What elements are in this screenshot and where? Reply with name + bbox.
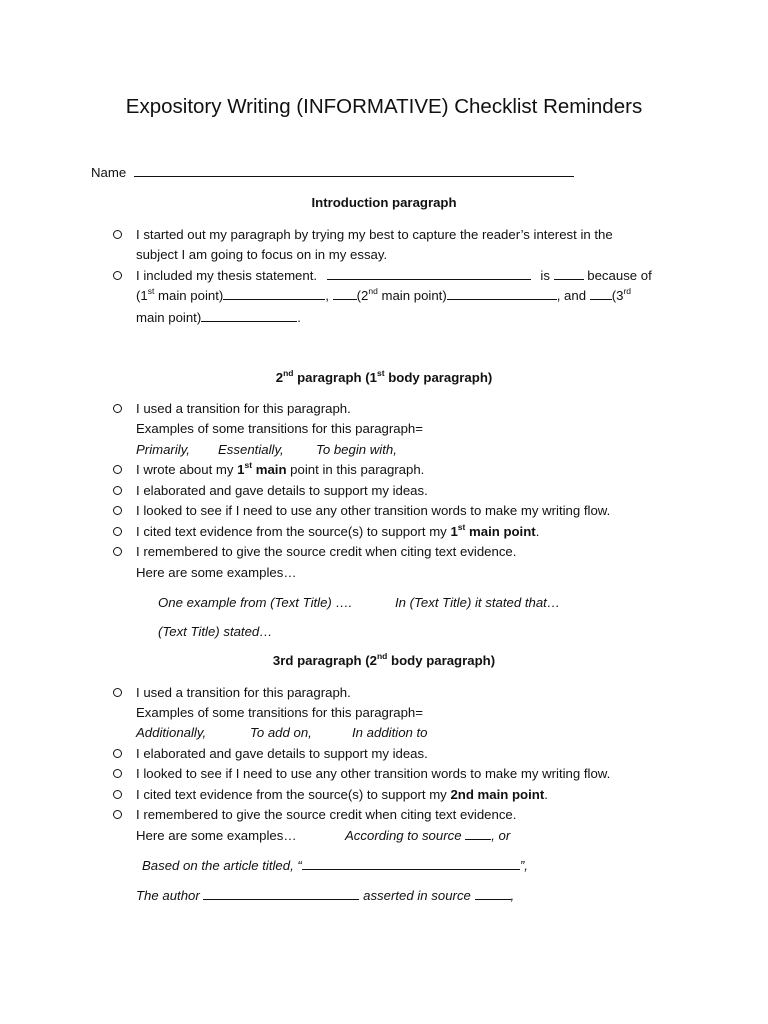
text: The author <box>136 888 204 903</box>
checkbox-bullet[interactable] <box>113 749 122 758</box>
text: 3rd paragraph (2 <box>272 653 377 668</box>
point1-blank[interactable] <box>223 287 325 300</box>
intro-heading: Introduction paragraph <box>311 195 457 210</box>
text: 1 <box>237 462 245 477</box>
text: , and <box>556 288 590 303</box>
text: . <box>535 524 540 539</box>
text: nd <box>376 650 388 661</box>
text: nd <box>368 285 378 296</box>
text: (3 <box>611 288 624 303</box>
text: body paragraph) <box>387 653 496 668</box>
text: rd <box>623 285 632 296</box>
text: main <box>255 462 287 477</box>
p2-item6: I remembered to give the source credit when citing text evidence. <box>136 544 517 559</box>
p2-item5 <box>136 523 539 541</box>
p2-transition-2: Essentially, <box>218 442 284 457</box>
text: st <box>244 459 253 470</box>
text: asserted in source <box>359 888 475 903</box>
text: , <box>325 288 333 303</box>
p2-heading <box>0 369 768 387</box>
p3-item5: I remembered to give the source credit when citing text evidence. <box>136 807 517 822</box>
p3-author <box>136 887 514 905</box>
text: st <box>147 285 155 296</box>
p2-example-3: (Text Title) stated… <box>158 624 273 639</box>
intro-item2-line3 <box>136 309 301 327</box>
text: , or <box>491 828 511 843</box>
p2-item4: I looked to see if I need to use any other transition words to make my writing flow. <box>136 503 611 518</box>
p3-transition-2: To add on, <box>250 725 312 740</box>
text: point in this paragraph. <box>286 462 425 477</box>
text: , <box>510 888 515 903</box>
p3-item1: I used a transition for this paragraph. <box>136 685 351 700</box>
p3-heading <box>0 652 768 670</box>
text: I wrote about my <box>136 462 238 477</box>
thesis-blank[interactable] <box>327 267 531 280</box>
point3-blank[interactable] <box>201 309 297 322</box>
p2-example-1: One example from (Text Title) …. <box>158 595 353 610</box>
text: 2nd main point <box>450 787 545 802</box>
text: ”, <box>519 858 528 873</box>
checkbox-bullet[interactable] <box>113 810 122 819</box>
page-title: Expository Writing (INFORMATIVE) Checklist Reminders <box>125 95 643 118</box>
text: st <box>457 521 466 532</box>
checkbox-bullet[interactable] <box>113 506 122 515</box>
p2-examples: Examples of some transitions for this paragraph= <box>136 421 423 436</box>
intro-item2-line1 <box>136 267 652 285</box>
text: main point) <box>158 288 224 303</box>
checkbox-bullet[interactable] <box>113 486 122 495</box>
is-label: is <box>540 268 550 283</box>
p3-item2: I elaborated and gave details to support my ideas. <box>136 746 428 761</box>
text: main point <box>465 524 536 539</box>
p2-transition-3: To begin with, <box>316 442 397 457</box>
text: st <box>377 367 385 378</box>
article-title-blank[interactable] <box>302 857 520 870</box>
p3-item4 <box>136 786 548 804</box>
checkbox-bullet[interactable] <box>113 790 122 799</box>
checkbox-bullet[interactable] <box>113 688 122 697</box>
p2-here: Here are some examples… <box>136 565 297 580</box>
checkbox-bullet[interactable] <box>113 547 122 556</box>
blank[interactable] <box>590 287 612 300</box>
source-number-blank[interactable] <box>475 887 511 900</box>
text: . <box>297 310 301 325</box>
intro-item1-line1: I started out my paragraph by trying my best to capture the reader’s interest in the <box>136 227 613 242</box>
name-blank[interactable] <box>134 164 574 177</box>
p2-example-2: In (Text Title) it stated that… <box>395 595 561 610</box>
intro-item2-line2 <box>136 287 631 305</box>
text: I cited text evidence from the source(s) to support my <box>136 524 451 539</box>
p3-according <box>345 827 510 845</box>
source-blank[interactable] <box>465 827 491 840</box>
text: (2 <box>356 288 369 303</box>
p2-item2 <box>136 461 424 479</box>
checkbox-bullet[interactable] <box>113 404 122 413</box>
text: nd <box>283 367 294 378</box>
p2-item1: I used a transition for this paragraph. <box>136 401 351 416</box>
text: Based on the article titled, “ <box>142 858 302 873</box>
is-blank[interactable] <box>554 267 584 280</box>
p3-transition-1: Additionally, <box>136 725 207 740</box>
text: main point) <box>381 288 447 303</box>
p2-item3: I elaborated and gave details to support my ideas. <box>136 483 428 498</box>
text: According to source <box>345 828 466 843</box>
text: main point) <box>136 310 202 325</box>
name-label: Name <box>91 165 127 180</box>
text: (1 <box>136 288 148 303</box>
p3-here: Here are some examples… <box>136 828 297 843</box>
text: 1 <box>450 524 458 539</box>
point2-blank[interactable] <box>447 287 557 300</box>
checkbox-bullet[interactable] <box>113 465 122 474</box>
p2-transition-1: Primarily, <box>136 442 190 457</box>
checkbox-bullet[interactable] <box>113 769 122 778</box>
p3-examples: Examples of some transitions for this paragraph= <box>136 705 423 720</box>
checkbox-bullet[interactable] <box>113 230 122 239</box>
checkbox-bullet[interactable] <box>113 527 122 536</box>
because-label: because of <box>587 268 652 283</box>
text: body paragraph) <box>384 370 493 385</box>
text: I cited text evidence from the source(s) to support my <box>136 787 451 802</box>
thesis-label: I included my thesis statement. <box>136 268 318 283</box>
author-blank[interactable] <box>203 887 359 900</box>
text: paragraph (1 <box>293 370 377 385</box>
name-row <box>91 164 574 182</box>
checkbox-bullet[interactable] <box>113 271 122 280</box>
intro-item1-line2: subject I am going to focus on in my essay. <box>136 247 388 262</box>
p3-transition-3: In addition to <box>352 725 428 740</box>
blank[interactable] <box>333 287 357 300</box>
p3-item3: I looked to see if I need to use any other transition words to make my writing flow. <box>136 766 611 781</box>
text: . <box>544 787 548 802</box>
p3-based-on <box>142 857 528 875</box>
text: 2 <box>275 370 284 385</box>
